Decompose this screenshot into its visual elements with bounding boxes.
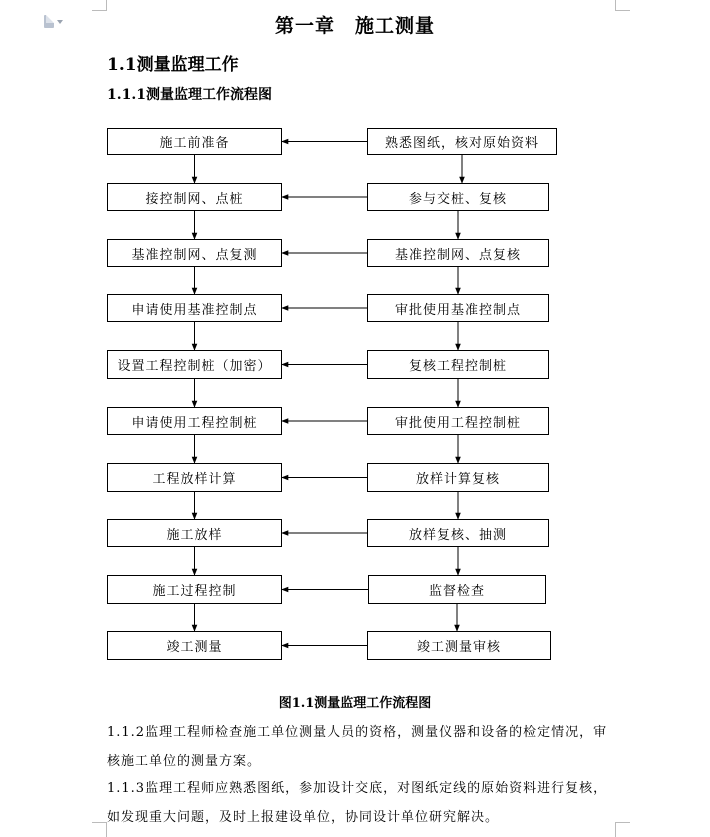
subsection-heading: 1.1.1测量监理工作流程图 <box>107 87 272 103</box>
flow-step-right: 审批使用工程控制桩 <box>367 407 549 435</box>
flow-step-left: 申请使用基准控制点 <box>107 294 282 322</box>
flow-step-left: 基准控制网、点复测 <box>107 239 282 267</box>
flow-step-left: 设置工程控制桩（加密） <box>107 350 282 379</box>
page-corner-mark <box>615 822 630 837</box>
flow-step-left: 施工放样 <box>107 519 282 547</box>
page-corner-mark <box>92 822 107 837</box>
page-corner-mark <box>615 0 630 11</box>
flow-step-left: 竣工测量 <box>107 631 282 660</box>
flow-step-right: 复核工程控制桩 <box>367 350 549 379</box>
flow-step-right: 竣工测量审核 <box>367 631 551 660</box>
flow-step-right: 熟悉图纸，核对原始资料 <box>367 128 557 155</box>
figure-caption: 图1.1测量监理工作流程图 <box>278 696 432 711</box>
flow-step-left: 申请使用工程控制桩 <box>107 407 282 435</box>
flow-step-left: 施工过程控制 <box>107 575 282 604</box>
flow-step-left: 接控制网、点桩 <box>107 183 282 211</box>
paragraph-1-1-2: 1.1.2监理工程师检查施工单位测量人员的资格，测量仪器和设备的检定情况，审核施工单位的测量方案。 <box>107 725 608 769</box>
flow-step-right: 基准控制网、点复核 <box>367 239 549 267</box>
flow-step-right: 参与交桩、复核 <box>367 183 549 211</box>
chapter-title: 第一章 施工测量 <box>274 15 435 37</box>
paragraph-1-1-3: 1.1.3监理工程师应熟悉图纸，参加设计交底，对图纸定线的原始资料进行复核，如发现重大问题，及时上报建设单位，协同设计单位研究解决。 <box>107 781 608 825</box>
flow-step-left: 施工前准备 <box>107 128 282 155</box>
section-heading: 1.1测量监理工作 <box>107 55 239 75</box>
flow-step-right: 放样计算复核 <box>367 463 549 492</box>
flow-step-right: 审批使用基准控制点 <box>367 294 549 322</box>
flow-step-right: 监督检查 <box>368 575 546 604</box>
flow-step-right: 放样复核、抽测 <box>367 519 549 547</box>
page-corner-mark <box>92 0 107 11</box>
flow-step-left: 工程放样计算 <box>107 463 282 492</box>
